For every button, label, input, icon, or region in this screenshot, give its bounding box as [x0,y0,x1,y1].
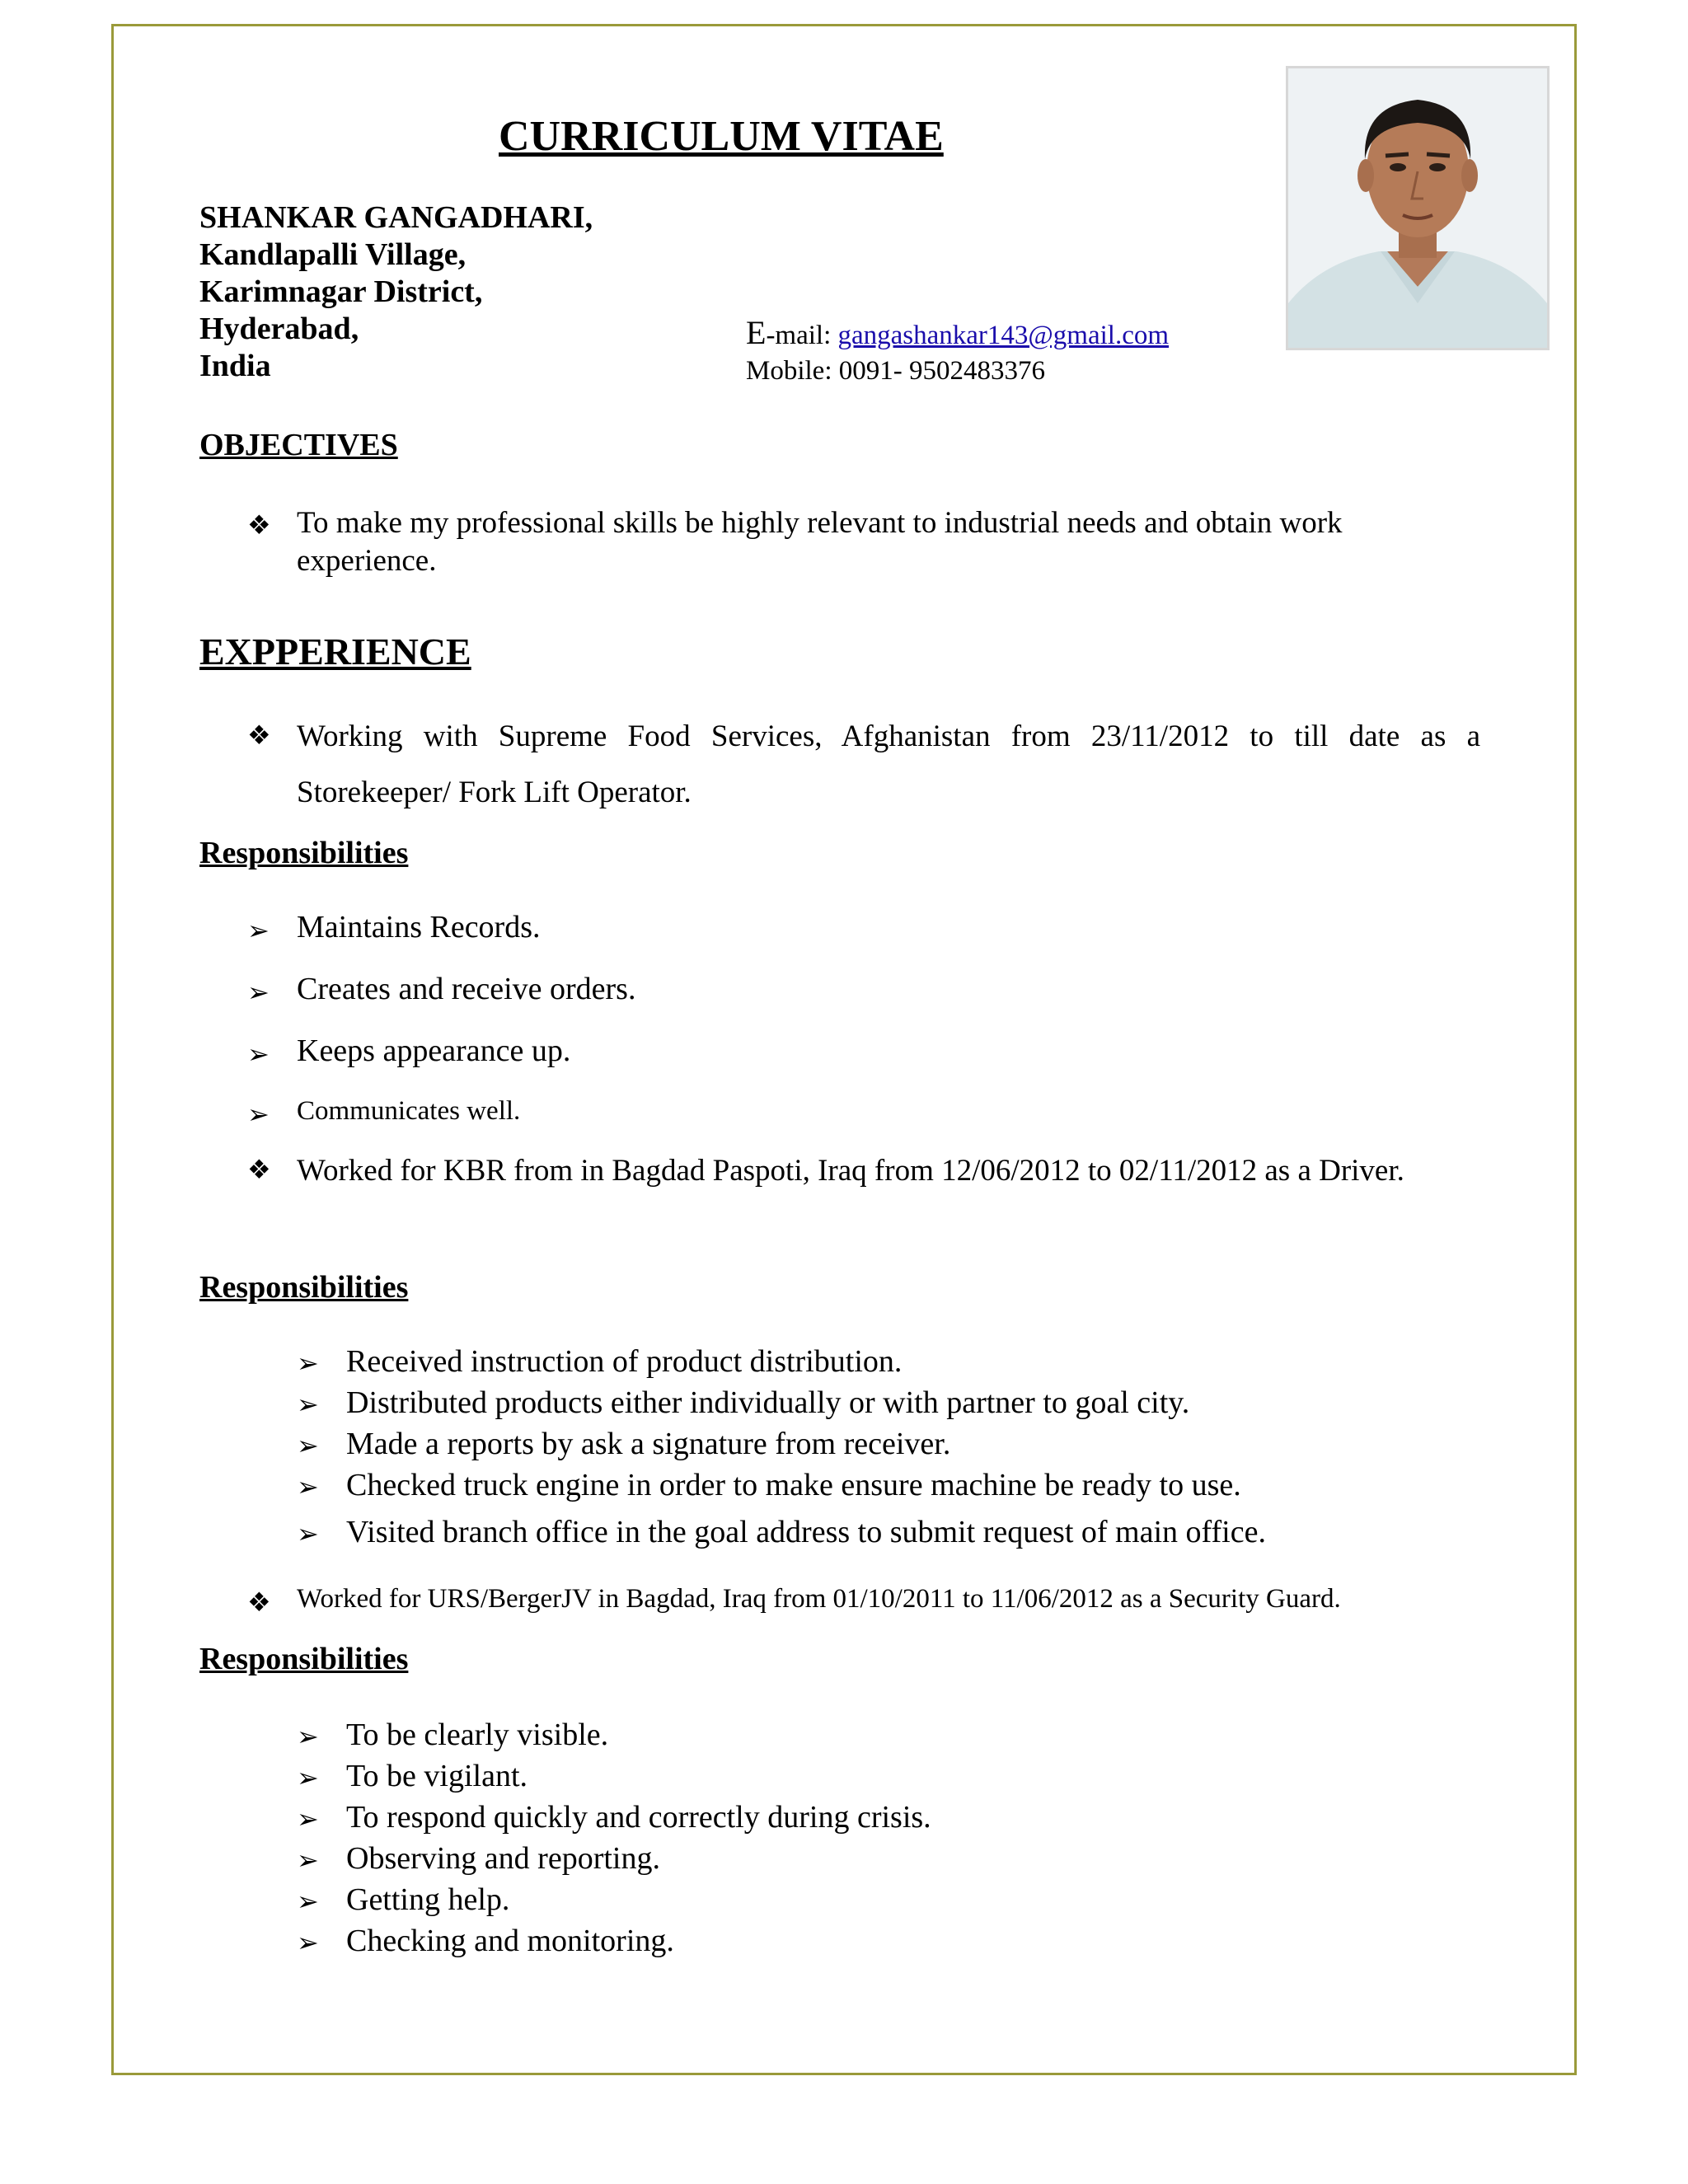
mobile-line: Mobile: 0091- 9502483376 [746,356,1045,386]
responsibility-item: To be vigilant. [346,1759,528,1793]
diamond-bullet-icon: ❖ [247,1155,271,1184]
responsibility-item: Made a reports by ask a signature from receiver. [346,1427,951,1461]
arrow-bullet-icon: ➢ [297,1519,319,1549]
responsibility-item: Distributed products either individually or with partner to goal city. [346,1385,1190,1420]
applicant-name: SHANKAR GANGADHARI, [199,200,593,235]
arrow-bullet-icon: ➢ [297,1928,319,1957]
address-line: India [199,349,271,383]
arrow-bullet-icon: ➢ [297,1390,319,1419]
responsibilities-heading: Responsibilities [199,1642,409,1676]
arrow-bullet-icon: ➢ [247,1039,270,1069]
profile-photo [1286,66,1550,350]
responsibilities-heading: Responsibilities [199,836,409,870]
portrait-image [1288,68,1547,348]
responsibility-item: Creates and receive orders. [297,972,636,1006]
responsibility-item: Keeps appearance up. [297,1033,571,1068]
responsibility-item: Received instruction of product distribution. [346,1344,903,1379]
job-description: Worked for KBR from in Bagdad Paspoti, Iraq from 12/06/2012 to 02/11/2012 as a Driver. [297,1154,1404,1188]
responsibility-item: Visited branch office in the goal address to submit request of main office. [346,1515,1266,1549]
responsibility-item: Observing and reporting. [346,1841,660,1876]
objective-text: To make my professional skills be highly relevant to industrial needs and obtain work experience. [297,506,1343,578]
arrow-bullet-icon: ➢ [297,1722,319,1751]
objectives-heading: OBJECTIVES [199,428,398,462]
responsibility-item: To respond quickly and correctly during crisis. [346,1800,931,1835]
responsibility-item: Getting help. [346,1882,510,1917]
arrow-bullet-icon: ➢ [297,1431,319,1460]
diamond-bullet-icon: ❖ [247,720,271,750]
responsibility-item: To be clearly visible. [346,1718,609,1752]
arrow-bullet-icon: ➢ [297,1845,319,1875]
diamond-bullet-icon: ❖ [247,1587,271,1617]
arrow-bullet-icon: ➢ [247,916,270,945]
arrow-bullet-icon: ➢ [247,977,270,1007]
experience-heading: EXPPERIENCE [199,630,471,673]
email-prefix-label: -mail: [766,321,838,350]
email-line [746,313,1169,352]
email-link[interactable]: gangashankar143@gmail.com [837,321,1170,350]
responsibility-item: Checking and monitoring. [346,1924,674,1958]
responsibility-item: Maintains Records. [297,910,541,944]
arrow-bullet-icon: ➢ [297,1763,319,1793]
arrow-bullet-icon: ➢ [297,1472,319,1502]
arrow-bullet-icon: ➢ [297,1886,319,1916]
job-description: Worked for URS/BergerJV in Bagdad, Iraq from 01/10/2011 to 11/06/2012 as a Security Guard. [297,1584,1341,1614]
address-line: Karimnagar District, [199,274,483,309]
address-line: Hyderabad, [199,312,359,346]
arrow-bullet-icon: ➢ [297,1348,319,1378]
job-description: Working with Supreme Food Services, Afghanistan from 23/11/2012 to till date as a Storekeeper/ Fork Lift Operator. [297,719,1480,809]
email-prefix-initial: E [746,314,767,351]
responsibility-item: Checked truck engine in order to make ensure machine be ready to use. [346,1468,1241,1502]
arrow-bullet-icon: ➢ [247,1099,270,1129]
responsibilities-heading: Responsibilities [199,1270,409,1305]
page-title: CURRICULUM VITAE [499,113,944,160]
responsibility-item: Communicates well. [297,1096,521,1126]
diamond-bullet-icon: ❖ [247,510,271,540]
arrow-bullet-icon: ➢ [297,1804,319,1834]
address-line: Kandlapalli Village, [199,237,467,272]
